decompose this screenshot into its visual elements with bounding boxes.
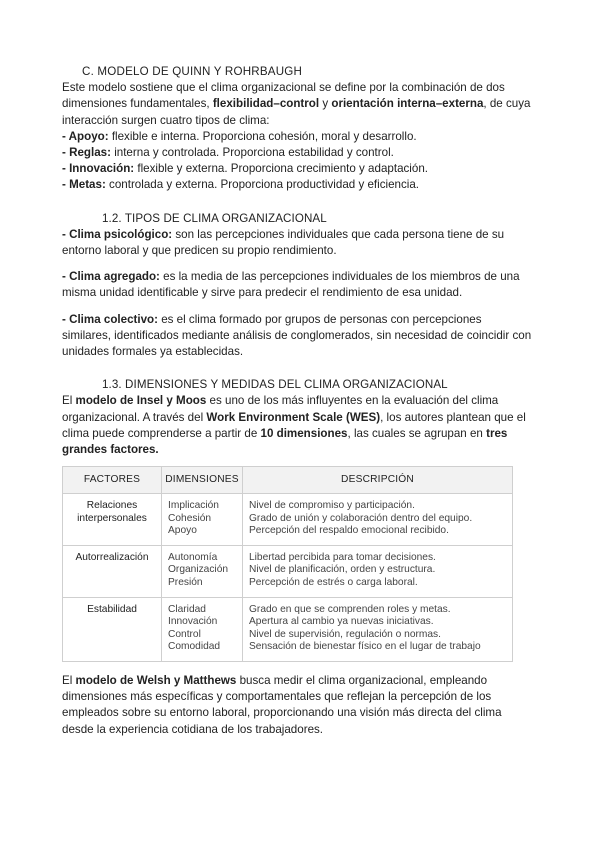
document-body <box>62 64 532 458</box>
table-row <box>63 597 513 661</box>
description-line: Sensación de bienestar físico en el lugar de trabajo <box>249 641 481 653</box>
dimension-name: Comodidad <box>168 641 221 653</box>
factor-name: Autorrealización <box>75 551 149 563</box>
description-line: Percepción de estrés o carga laboral. <box>249 576 418 588</box>
table-row <box>63 545 513 597</box>
dimension-name: Cohesión <box>168 512 212 524</box>
para-bold-term: modelo de Insel y Moos <box>75 394 207 408</box>
dimension-name: Organización <box>168 564 229 576</box>
factor-cell <box>63 494 162 546</box>
welsh-matthews-section <box>62 673 532 738</box>
welsh-matthews-paragraph <box>62 673 532 738</box>
item-text: interna y controlada. Proporciona estabilidad y control. <box>110 146 394 160</box>
item-label: - Clima colectivo: <box>62 312 158 326</box>
list-item <box>62 129 532 145</box>
dimensions-cell <box>162 494 243 546</box>
item-text: flexible e interna. Proporciona cohesión, moral y desarrollo. <box>108 129 417 143</box>
factor-cell <box>63 545 162 597</box>
climate-types-list <box>62 129 532 194</box>
description-line: Nivel de compromiso y participación. <box>249 500 415 511</box>
para-text: es uno de los más influyentes en la evaluación del clima organizacional. A través del <box>62 394 499 424</box>
description-line: Percepción del respaldo emocional recibido. <box>249 525 449 537</box>
dimension-name: Autonomía <box>168 551 218 563</box>
item-label: - Clima agregado: <box>62 270 160 284</box>
factor-name: interpersonales <box>77 512 147 524</box>
item-text: es la media de las percepciones individuales de los miembros de una misma unidad identificable y sirve para predecir el rendimiento de esa unidad. <box>62 270 520 300</box>
intro-text: , de cuya interacción surgen cuatro tipos de clima: <box>62 97 531 127</box>
section-heading-dimensiones: 1.3. DIMENSIONES Y MEDIDAS DEL CLIMA ORGANIZACIONAL <box>102 378 448 392</box>
column-header-dimensiones: DIMENSIONES <box>162 467 243 494</box>
dimensions-cell <box>162 597 243 661</box>
dimension-name: Claridad <box>168 603 206 615</box>
quinn-intro-paragraph <box>62 80 532 129</box>
section-heading-quinn: C. MODELO DE QUINN Y ROHRBAUGH <box>82 65 303 78</box>
factor-name: Estabilidad <box>87 603 137 615</box>
tipo-paragraph <box>62 227 532 259</box>
intro-text: y <box>319 97 332 111</box>
item-label: - Clima psicológico: <box>62 227 173 241</box>
dimension-name: Apoyo <box>168 525 197 537</box>
insel-moos-paragraph <box>62 393 532 458</box>
item-label: - Innovación: <box>62 162 135 176</box>
para-text: El <box>62 674 76 687</box>
para-bold-term: 10 dimensiones <box>260 426 348 440</box>
table-header-row <box>63 467 513 494</box>
tipo-paragraph <box>62 312 532 361</box>
description-line: Libertad percibida para tomar decisiones. <box>249 551 436 563</box>
intro-text: Este modelo sostiene que el clima organizacional se define por la combinación de dos dimensiones fundamentales, <box>62 81 505 111</box>
intro-bold-term: flexibilidad–control <box>212 97 320 111</box>
column-header-descripcion: DESCRIPCIÓN <box>243 467 513 494</box>
item-text: son las percepciones individuales que cada persona tiene de su entorno laboral y que predicen su propio rendimiento. <box>62 227 505 258</box>
para-bold-term: tres grandes factores. <box>62 426 508 457</box>
para-bold-term: modelo de Welsh y Matthews <box>75 674 237 687</box>
description-line: Nivel de supervisión, regulación o normas. <box>249 628 441 640</box>
section-heading-tipos: 1.2. TIPOS DE CLIMA ORGANIZACIONAL <box>102 211 327 225</box>
item-label: - Apoyo: <box>62 129 109 143</box>
list-item <box>62 161 532 177</box>
dimensions-cell <box>162 545 243 597</box>
intro-bold-term: orientación interna–externa <box>331 97 484 111</box>
dimension-name: Control <box>168 628 201 640</box>
para-bold-term: Work Environment Scale (WES) <box>206 410 381 424</box>
item-label: - Metas: <box>62 178 106 192</box>
factors-table <box>62 466 513 662</box>
description-line: Apertura al cambio ya nuevas iniciativas. <box>249 616 434 628</box>
description-line: Nivel de planificación, orden y estructura. <box>249 564 436 576</box>
para-text: , las cuales se agrupan en <box>347 426 487 440</box>
item-text: flexible y externa. Proporciona crecimiento y adaptación. <box>134 162 429 176</box>
list-item <box>62 145 532 161</box>
para-text: busca medir el clima organizacional, empleando dimensiones más específicas y comportamentales que reflejan la percepción de los empleados sobre su entorno laboral, proporcionando una visión más directa del clima desde la experiencia cotidiana de los trabajadores. <box>62 674 502 736</box>
item-label: - Reglas: <box>62 146 111 160</box>
tipo-paragraph <box>62 269 532 301</box>
dimension-name: Implicación <box>168 500 219 511</box>
description-line: Grado en que se comprenden roles y metas. <box>249 603 451 615</box>
dimension-name: Presión <box>168 576 203 588</box>
description-cell <box>243 597 513 661</box>
table-row <box>63 494 513 546</box>
para-text: , los autores plantean que el clima puede comprenderse a partir de <box>62 410 526 440</box>
factor-cell <box>63 597 162 661</box>
dimension-name: Innovación <box>168 616 218 628</box>
description-line: Grado de unión y colaboración dentro del equipo. <box>249 512 473 524</box>
para-text: El <box>62 394 76 408</box>
column-header-factores: FACTORES <box>63 467 162 494</box>
description-cell <box>243 545 513 597</box>
list-item <box>62 177 532 193</box>
item-text: es el clima formado por grupos de personas con percepciones similares, identificados mediante análisis de conglomerados, sin necesidad de coincidir con unidades formales ya establecidas. <box>62 312 532 359</box>
description-cell <box>243 494 513 546</box>
factor-name: Relaciones <box>86 500 138 511</box>
item-text: controlada y externa. Proporciona productividad y eficiencia. <box>105 178 420 192</box>
